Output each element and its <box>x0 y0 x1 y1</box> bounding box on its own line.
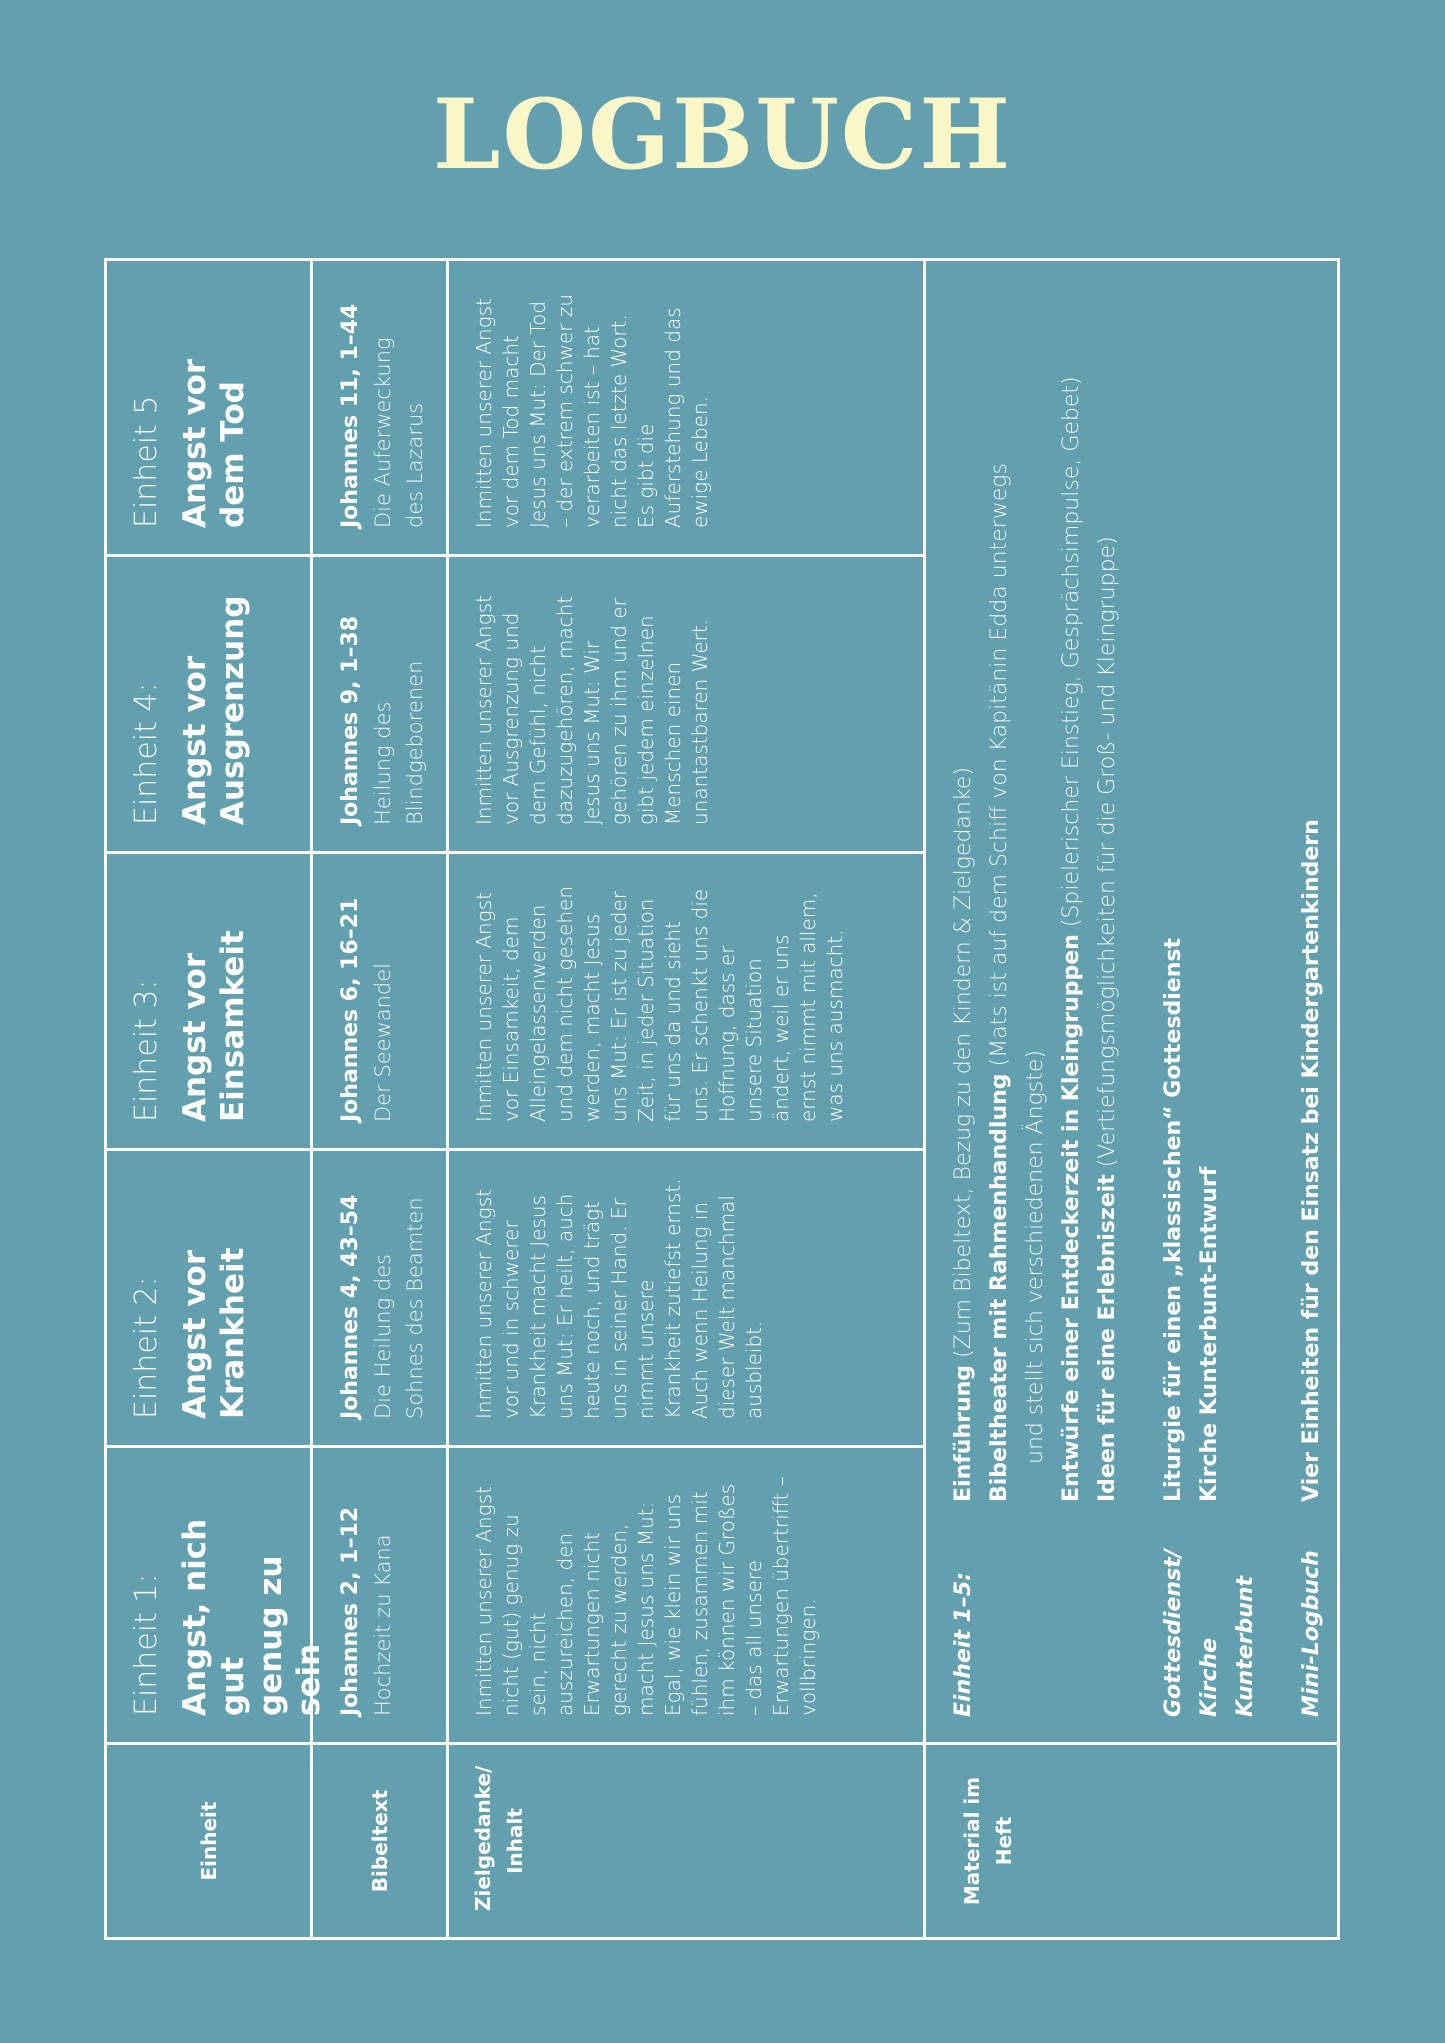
material-item-3-note: (Spielerischer Einstieg, Gesprächsimpulse, Gebet) <box>1059 376 1084 935</box>
unit-4-number: Einheit 4: <box>129 682 164 825</box>
unit-3-goal <box>446 851 926 1151</box>
unit-5-reference-sub-line1: Die Auferweckung <box>371 337 395 528</box>
material-item-2-continued <box>1018 277 1054 1502</box>
material-item-3-title: Entwürfe einer Entdeckerzeit in Kleingruppen <box>1059 934 1084 1502</box>
material-einheit-group <box>946 277 1330 1717</box>
unit-2-reference-sub-line2: Sohnes des Beamten <box>403 1197 427 1419</box>
unit-1-goal <box>446 1445 926 1745</box>
unit-5-number: Einheit 5 <box>129 395 164 528</box>
row-header-einheit-label: Einheit <box>196 1801 221 1881</box>
unit-3-goal-text: Inmitten unserer Angst vor Einsamkeit, dem Alleingelassenwerden und dem nicht gesehen werden, macht Jesus uns Mut: Er ist zu jeder Zeit, in jeder Situation für uns da und sieht uns. Er schenkt uns die Hoffnung, dass er unsere Situation ändert, weil er uns ernst nimmt mit allem, was uns ausmacht. <box>472 885 847 1122</box>
unit-5-reference: Johannes 11, 1–44 <box>338 303 363 528</box>
unit-1-header <box>104 1445 327 1745</box>
row-header-einheit <box>104 1742 313 1940</box>
unit-3-reference-sub: Der Seewandel <box>371 962 395 1122</box>
row-header-zielgedanke-line1: Zielgedanke/ <box>471 1765 495 1911</box>
unit-3-title-line2: Einsamkeit <box>215 930 251 1122</box>
row-header-zielgedanke-line2: Inhalt <box>503 1808 527 1874</box>
unit-4-goal <box>446 554 926 854</box>
unit-2-header <box>104 1148 313 1448</box>
unit-4-reference-sub-line2: Blindgeborenen <box>403 660 427 825</box>
material-gottesdienst-line1 <box>1156 277 1192 1502</box>
unit-1-reference: Johannes 2, 1–12 <box>338 1506 363 1716</box>
material-item-1 <box>946 277 982 1502</box>
logbuch-table <box>104 258 1340 1940</box>
unit-1-goal-text: Inmitten unserer Angst nicht (gut) genug zu sein, nicht auszureichen, den Erwartungen nicht gerecht zu werden, macht Jesus uns Mut: Egal, wie klein wir uns fühlen, zusammen mit ihm können wir Großes – das all unsere Erwartungen übertrifft – vollbringen. <box>472 1476 820 1716</box>
material-gottesdienst-line2-text: Kirche Kunterbunt-Entwurf <box>1197 1166 1222 1502</box>
unit-2-title-line2: Krankheit <box>215 1247 251 1419</box>
row-header-bibeltext <box>310 1742 449 1940</box>
unit-2-reference-sub-line1: Die Heilung des <box>371 1253 395 1419</box>
material-item-2 <box>982 277 1018 1502</box>
material-item-1-title: Einführung <box>951 1364 976 1502</box>
material-item-4-title: Ideen für eine Erlebniszeit <box>1095 1174 1120 1502</box>
unit-4-reference: Johannes 9, 1–38 <box>338 615 363 825</box>
unit-2-number: Einheit 2: <box>129 1276 164 1419</box>
unit-2-reference: Johannes 4, 43–54 <box>338 1194 363 1419</box>
unit-5-title-line2: dem Tod <box>215 381 251 528</box>
material-gottesdienst-label-line2: Kirche Kunterbunt <box>1197 1575 1258 1717</box>
material-cell <box>923 258 1340 1745</box>
material-item-2-note: (Mats ist auf dem Schiff von Kapitänin Edda unterwegs <box>987 463 1012 1074</box>
row-header-material-line2: Heft <box>992 1816 1016 1866</box>
material-einheit-label: Einheit 1–5: <box>951 1572 976 1717</box>
unit-3-number: Einheit 3: <box>129 979 164 1122</box>
unit-3-header <box>104 851 313 1151</box>
material-gottesdienst-line2 <box>1192 277 1228 1502</box>
material-item-4 <box>1090 277 1126 1502</box>
material-item-2-title: Bibeltheater mit Rahmenhandlung <box>987 1073 1012 1502</box>
row-header-material-line1: Material im <box>960 1776 984 1906</box>
unit-1-bibeltext <box>310 1445 449 1745</box>
material-item-2-note-continued: und stellt sich verschiedenen Ängste) <box>1023 1050 1048 1464</box>
material-mini-text-value: Vier Einheiten für den Einsatz bei Kindergartenkindern <box>1299 819 1324 1502</box>
unit-5-goal-text: Inmitten unserer Angst vor dem Tod macht Jesus uns Mut: Der Tod – der extrem schwer zu verarbeiten ist – hat nicht das letzte Wort. Es gibt die Auferstehung und das ewige Leben. <box>472 293 712 528</box>
unit-5-bibeltext <box>310 258 449 557</box>
row-header-material <box>923 1742 1340 1940</box>
unit-4-title-line2: Ausgrenzung <box>215 595 251 825</box>
unit-4-title-line1: Angst vor <box>177 655 213 825</box>
unit-2-goal-text: Inmitten unserer Angst vor und in schwerer Krankheit macht Jesus uns Mut: Er heilt, auch heute noch, und trägt uns in seiner Hand. Er nimmt unsere Krankheit zutiefst ernst. Auch wenn Heilung in dieser Welt manchmal ausbleibt. <box>472 1178 766 1419</box>
unit-1-title-line2: genug zu sein <box>253 1555 327 1716</box>
unit-1-reference-sub: Hochzeit zu Kana <box>371 1534 395 1716</box>
unit-5-title-line1: Angst vor <box>177 358 213 528</box>
unit-2-goal <box>446 1148 926 1448</box>
unit-2-bibeltext <box>310 1148 449 1448</box>
unit-5-reference-sub-line2: des Lazarus <box>403 402 427 528</box>
page-title: LOGBUCH <box>432 78 1013 191</box>
material-item-3 <box>1054 277 1090 1502</box>
unit-4-reference-sub-line1: Heilung des <box>371 701 395 825</box>
material-item-1-note: (Zum Bibeltext, Bezug zu den Kindern & Zielgedanke) <box>951 767 976 1365</box>
unit-5-header <box>104 258 313 557</box>
unit-5-goal <box>446 258 926 557</box>
material-mini-label: Mini-Logbuch <box>1299 1550 1324 1717</box>
material-gottesdienst-line1-text: Liturgie für einen „klassischen“ Gottesdienst <box>1161 938 1186 1502</box>
row-header-bibeltext-label: Bibeltext <box>367 1789 392 1893</box>
unit-4-goal-text: Inmitten unserer Angst vor Ausgrenzung und dem Gefühl, nicht dazuzugehören, macht Jesus uns Mut: Wir gehören zu ihm und er gibt jedem einzelnen Menschen einen unantastbaren Wert. <box>472 595 712 825</box>
row-header-zielgedanke <box>446 1742 926 1940</box>
unit-3-reference: Johannes 6, 16–21 <box>338 897 363 1122</box>
material-mini-text <box>1294 277 1330 1502</box>
unit-4-header <box>104 554 313 854</box>
unit-4-bibeltext <box>310 554 449 854</box>
unit-1-title-line1: Angst, nich gut <box>177 1518 251 1716</box>
unit-3-title-line1: Angst vor <box>177 952 213 1122</box>
unit-1-number: Einheit 1: <box>129 1573 164 1716</box>
unit-2-title-line1: Angst vor <box>177 1249 213 1419</box>
material-item-4-note: (Vertiefungsmöglichkeiten für die Groß- und Kleingruppe) <box>1095 536 1120 1175</box>
material-gottesdienst-label-line1: Gottesdienst/ <box>1161 1549 1186 1717</box>
unit-3-bibeltext <box>310 851 449 1151</box>
